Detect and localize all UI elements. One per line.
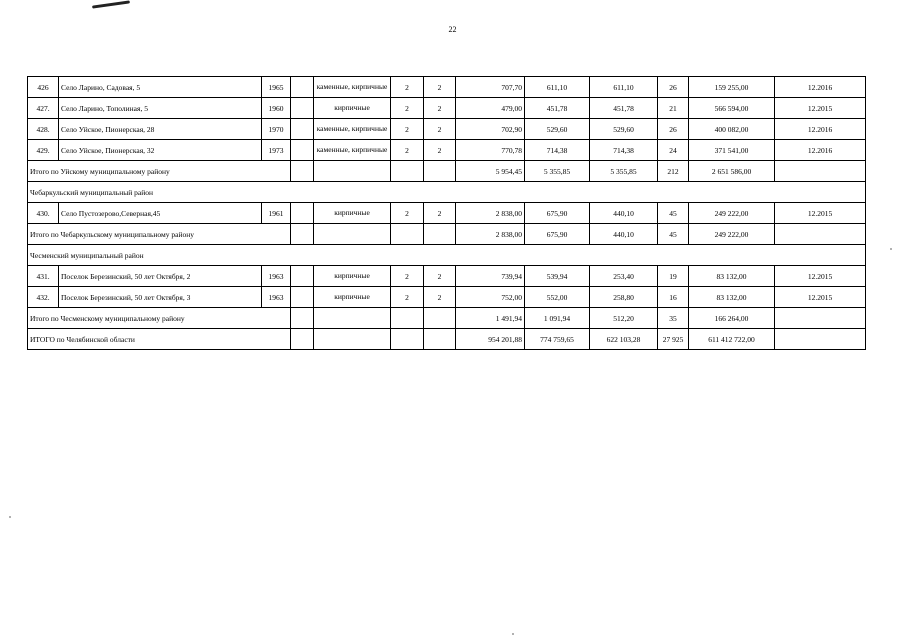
entrances: 2 — [424, 77, 456, 98]
area-residential: 253,40 — [590, 266, 658, 287]
empty-cell — [291, 224, 314, 245]
empty-cell — [291, 98, 314, 119]
table-row — [28, 119, 866, 140]
area-residential: 440,10 — [590, 203, 658, 224]
residents: 27 925 — [658, 329, 689, 350]
wall-material: каменные, кирпичные — [314, 119, 391, 140]
cost: 159 255,00 — [689, 77, 775, 98]
year-built: 1963 — [262, 266, 291, 287]
residents: 21 — [658, 98, 689, 119]
area-living: 774 759,65 — [525, 329, 590, 350]
area-living: 675,90 — [525, 203, 590, 224]
area-living: 5 355,85 — [525, 161, 590, 182]
area-living: 714,38 — [525, 140, 590, 161]
residents: 45 — [658, 224, 689, 245]
area-total: 702,90 — [456, 119, 525, 140]
row-number: 430. — [28, 203, 59, 224]
total-row — [28, 224, 866, 245]
cost: 371 541,00 — [689, 140, 775, 161]
deadline: 12.2015 — [775, 287, 866, 308]
floors: 2 — [391, 140, 424, 161]
wall-material: кирпичные — [314, 203, 391, 224]
residents: 16 — [658, 287, 689, 308]
floors: 2 — [391, 98, 424, 119]
area-living: 529,60 — [525, 119, 590, 140]
cost: 566 594,00 — [689, 98, 775, 119]
empty-cell — [391, 161, 424, 182]
table-row — [28, 266, 866, 287]
cost: 166 264,00 — [689, 308, 775, 329]
wall-material: кирпичные — [314, 266, 391, 287]
area-total: 770,78 — [456, 140, 525, 161]
section-heading: Чебаркульский муниципальный район — [28, 182, 866, 203]
area-total: 5 954,45 — [456, 161, 525, 182]
empty-cell — [424, 224, 456, 245]
address: Село Уйское, Пионерская, 28 — [59, 119, 262, 140]
area-living: 539,94 — [525, 266, 590, 287]
residents: 212 — [658, 161, 689, 182]
area-total: 479,00 — [456, 98, 525, 119]
residents: 45 — [658, 203, 689, 224]
area-residential: 611,10 — [590, 77, 658, 98]
empty-cell — [314, 161, 391, 182]
empty-cell — [775, 308, 866, 329]
area-total: 739,94 — [456, 266, 525, 287]
area-residential: 5 355,85 — [590, 161, 658, 182]
area-living: 675,90 — [525, 224, 590, 245]
empty-cell — [424, 308, 456, 329]
deadline: 12.2016 — [775, 119, 866, 140]
area-living: 552,00 — [525, 287, 590, 308]
area-total: 752,00 — [456, 287, 525, 308]
cost: 249 222,00 — [689, 224, 775, 245]
empty-cell — [314, 308, 391, 329]
empty-cell — [314, 329, 391, 350]
deadline: 12.2016 — [775, 77, 866, 98]
area-residential: 451,78 — [590, 98, 658, 119]
residents: 26 — [658, 77, 689, 98]
section-row — [28, 245, 866, 266]
total-label: Итого по Уйскому муниципальному району — [28, 161, 291, 182]
year-built: 1965 — [262, 77, 291, 98]
wall-material: кирпичные — [314, 98, 391, 119]
page-number: 22 — [448, 25, 457, 34]
empty-cell — [291, 308, 314, 329]
section-row — [28, 182, 866, 203]
area-living: 1 091,94 — [525, 308, 590, 329]
empty-cell — [291, 287, 314, 308]
empty-cell — [291, 203, 314, 224]
total-row — [28, 308, 866, 329]
entrances: 2 — [424, 266, 456, 287]
residents: 19 — [658, 266, 689, 287]
floors: 2 — [391, 203, 424, 224]
total-row — [28, 329, 866, 350]
table-row — [28, 140, 866, 161]
empty-cell — [391, 329, 424, 350]
floors: 2 — [391, 266, 424, 287]
cost: 2 651 586,00 — [689, 161, 775, 182]
empty-cell — [291, 161, 314, 182]
area-total: 2 838,00 — [456, 224, 525, 245]
cost: 83 132,00 — [689, 266, 775, 287]
scan-speck — [890, 248, 892, 250]
row-number: 426 — [28, 77, 59, 98]
area-residential: 440,10 — [590, 224, 658, 245]
area-total: 954 201,88 — [456, 329, 525, 350]
empty-cell — [391, 224, 424, 245]
address: Село Ларино, Садовая, 5 — [59, 77, 262, 98]
total-row — [28, 161, 866, 182]
empty-cell — [291, 77, 314, 98]
scan-speck — [9, 516, 11, 518]
section-heading: Чесменский муниципальный район — [28, 245, 866, 266]
row-number: 427. — [28, 98, 59, 119]
residents: 26 — [658, 119, 689, 140]
area-residential: 258,80 — [590, 287, 658, 308]
deadline: 12.2015 — [775, 98, 866, 119]
empty-cell — [291, 140, 314, 161]
area-residential: 714,38 — [590, 140, 658, 161]
wall-material: каменные, кирпичные — [314, 140, 391, 161]
area-residential: 512,20 — [590, 308, 658, 329]
scan-speck — [512, 633, 514, 635]
scan-mark — [92, 0, 130, 8]
area-living: 611,10 — [525, 77, 590, 98]
year-built: 1970 — [262, 119, 291, 140]
empty-cell — [424, 329, 456, 350]
empty-cell — [391, 308, 424, 329]
cost: 611 412 722,00 — [689, 329, 775, 350]
entrances: 2 — [424, 140, 456, 161]
year-built: 1961 — [262, 203, 291, 224]
deadline: 12.2016 — [775, 140, 866, 161]
empty-cell — [424, 161, 456, 182]
area-total: 1 491,94 — [456, 308, 525, 329]
floors: 2 — [391, 77, 424, 98]
area-living: 451,78 — [525, 98, 590, 119]
empty-cell — [775, 224, 866, 245]
area-residential: 529,60 — [590, 119, 658, 140]
cost: 83 132,00 — [689, 287, 775, 308]
year-built: 1963 — [262, 287, 291, 308]
register-table — [27, 76, 866, 350]
residents: 24 — [658, 140, 689, 161]
empty-cell — [291, 266, 314, 287]
area-residential: 622 103,28 — [590, 329, 658, 350]
empty-cell — [775, 161, 866, 182]
area-total: 707,70 — [456, 77, 525, 98]
entrances: 2 — [424, 203, 456, 224]
address: Поселок Березинский, 50 лет Октября, 3 — [59, 287, 262, 308]
entrances: 2 — [424, 119, 456, 140]
row-number: 428. — [28, 119, 59, 140]
cost: 249 222,00 — [689, 203, 775, 224]
total-label: ИТОГО по Челябинской области — [28, 329, 291, 350]
table-row — [28, 203, 866, 224]
year-built: 1973 — [262, 140, 291, 161]
wall-material: каменные, кирпичные — [314, 77, 391, 98]
empty-cell — [775, 329, 866, 350]
table-row — [28, 98, 866, 119]
deadline: 12.2015 — [775, 266, 866, 287]
total-label: Итого по Чесменскому муниципальному району — [28, 308, 291, 329]
empty-cell — [314, 224, 391, 245]
row-number: 429. — [28, 140, 59, 161]
address: Село Уйское, Пионерская, 32 — [59, 140, 262, 161]
empty-cell — [291, 119, 314, 140]
table-row — [28, 287, 866, 308]
row-number: 431. — [28, 266, 59, 287]
empty-cell — [291, 329, 314, 350]
area-total: 2 838,00 — [456, 203, 525, 224]
entrances: 2 — [424, 98, 456, 119]
deadline: 12.2015 — [775, 203, 866, 224]
cost: 400 082,00 — [689, 119, 775, 140]
wall-material: кирпичные — [314, 287, 391, 308]
table-row — [28, 77, 866, 98]
address: Село Ларино, Тополиная, 5 — [59, 98, 262, 119]
address: Село Пустозерово,Северная,45 — [59, 203, 262, 224]
address: Поселок Березинский, 50 лет Октября, 2 — [59, 266, 262, 287]
total-label: Итого по Чебаркульскому муниципальному району — [28, 224, 291, 245]
entrances: 2 — [424, 287, 456, 308]
row-number: 432. — [28, 287, 59, 308]
floors: 2 — [391, 119, 424, 140]
residents: 35 — [658, 308, 689, 329]
floors: 2 — [391, 287, 424, 308]
year-built: 1960 — [262, 98, 291, 119]
